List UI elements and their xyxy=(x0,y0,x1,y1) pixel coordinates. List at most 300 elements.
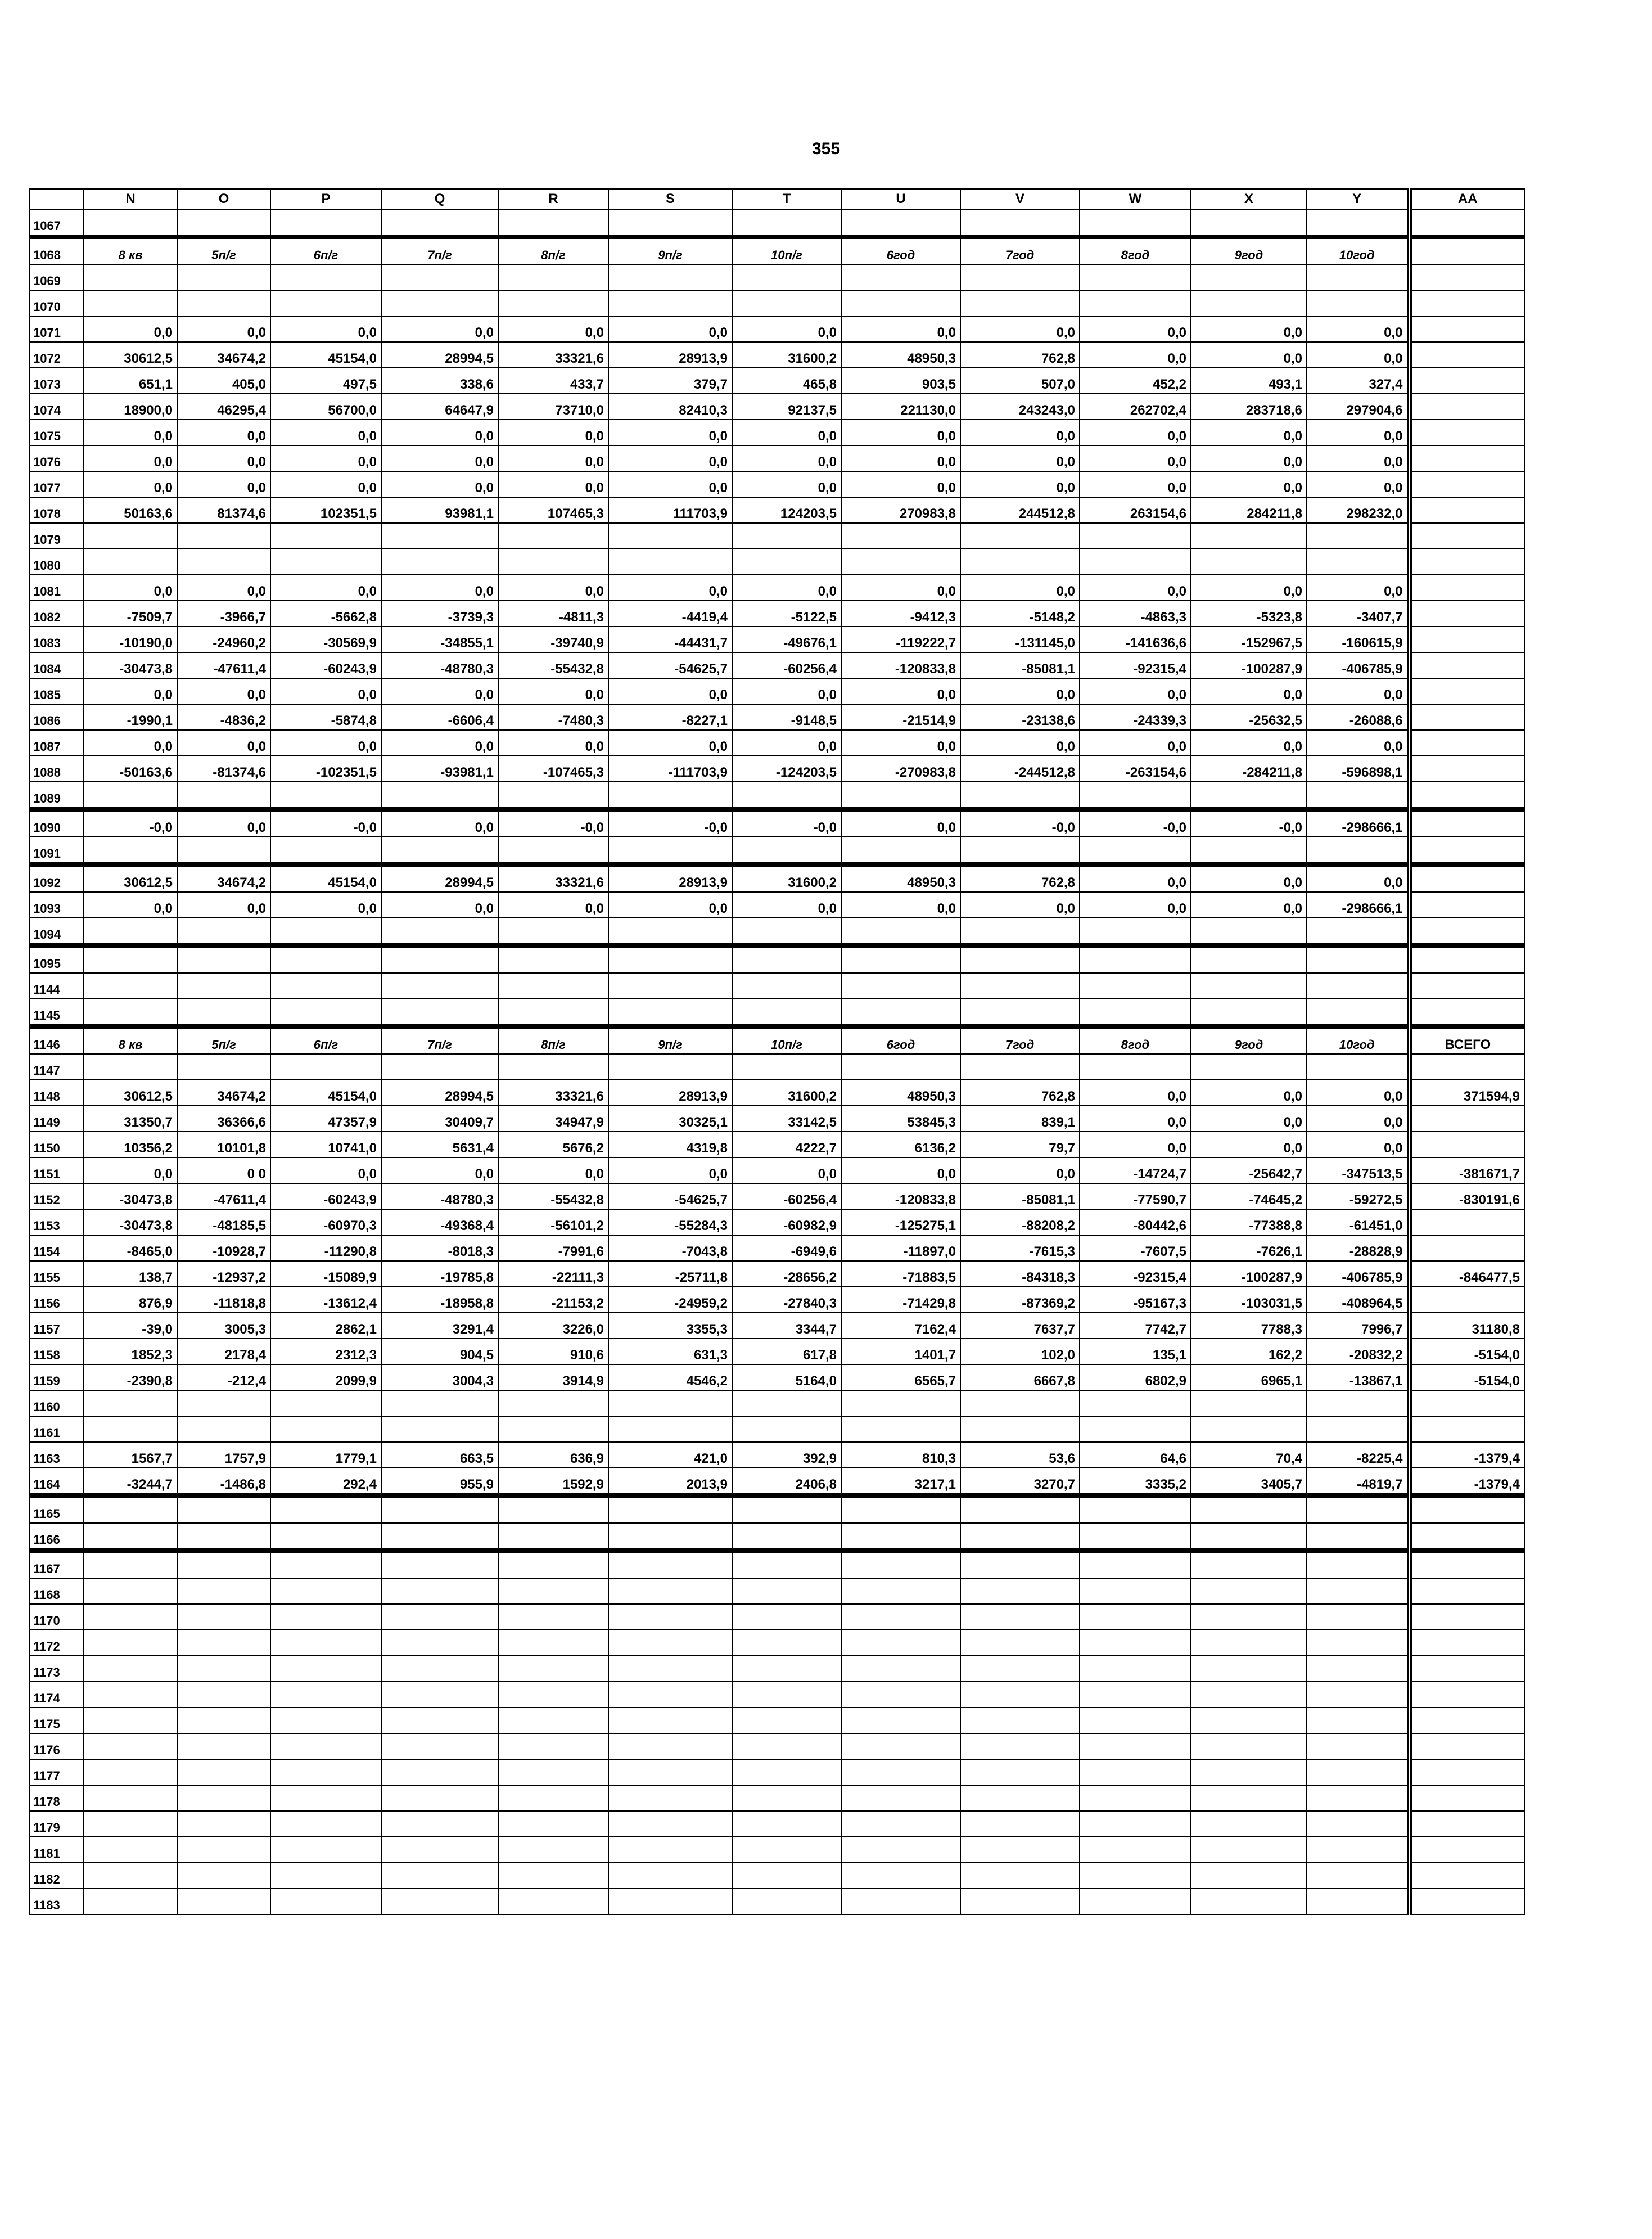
table-cell xyxy=(1307,1889,1409,1914)
table-cell: 46295,4 xyxy=(177,394,270,420)
table-cell xyxy=(1191,209,1307,237)
table-cell: 1757,9 xyxy=(177,1442,270,1468)
table-cell: 0,0 xyxy=(177,678,270,704)
table-cell xyxy=(498,1656,608,1682)
table-cell: 28913,9 xyxy=(608,342,732,368)
row-number: 1084 xyxy=(30,652,84,678)
table-cell: 0,0 xyxy=(841,809,960,837)
table-cell xyxy=(381,264,498,290)
table-cell xyxy=(270,1054,381,1080)
table-cell xyxy=(608,1390,732,1416)
table-cell xyxy=(270,549,381,575)
table-cell xyxy=(270,1630,381,1656)
table-cell xyxy=(84,1759,177,1785)
table-cell: 3217,1 xyxy=(841,1468,960,1495)
table-row xyxy=(30,652,1524,678)
table-cell xyxy=(960,1656,1080,1682)
column-header: W xyxy=(1080,189,1191,209)
table-cell: -1990,1 xyxy=(84,704,177,730)
table-cell: -160615,9 xyxy=(1307,627,1409,652)
table-cell xyxy=(608,945,732,973)
table-cell: -102351,5 xyxy=(270,756,381,782)
row-number: 1175 xyxy=(30,1708,84,1733)
table-cell: 0,0 xyxy=(732,1157,841,1183)
table-cell: 79,7 xyxy=(960,1132,1080,1157)
table-cell: -34855,1 xyxy=(381,627,498,652)
table-cell xyxy=(498,1889,608,1914)
table-cell xyxy=(960,1630,1080,1656)
table-cell: 663,5 xyxy=(381,1442,498,1468)
table-cell: 45154,0 xyxy=(270,1080,381,1106)
table-cell xyxy=(270,945,381,973)
table-cell xyxy=(381,1733,498,1759)
table-cell xyxy=(732,973,841,999)
table-cell xyxy=(1191,264,1307,290)
table-cell xyxy=(381,1682,498,1708)
table-cell xyxy=(608,837,732,864)
table-cell: 0,0 xyxy=(960,420,1080,445)
table-cell xyxy=(381,837,498,864)
table-cell xyxy=(498,1811,608,1837)
table-cell xyxy=(1409,523,1524,549)
table-cell xyxy=(732,1785,841,1811)
table-cell: 0,0 xyxy=(608,316,732,342)
table-cell xyxy=(841,1733,960,1759)
table-cell xyxy=(84,1785,177,1811)
table-cell: -5662,8 xyxy=(270,601,381,627)
row-number: 1164 xyxy=(30,1468,84,1495)
table-cell xyxy=(498,1759,608,1785)
table-cell xyxy=(1409,1863,1524,1889)
table-cell: -244512,8 xyxy=(960,756,1080,782)
table-cell: -23138,6 xyxy=(960,704,1080,730)
table-cell: -3244,7 xyxy=(84,1468,177,1495)
table-cell: -8018,3 xyxy=(381,1235,498,1261)
table-cell xyxy=(732,1863,841,1889)
table-cell xyxy=(381,1054,498,1080)
table-cell: 111703,9 xyxy=(608,497,732,523)
row-number: 1095 xyxy=(30,945,84,973)
table-row xyxy=(30,368,1524,394)
table-cell: 45154,0 xyxy=(270,864,381,892)
table-cell xyxy=(177,1811,270,1837)
table-cell xyxy=(270,1863,381,1889)
table-cell: -5874,8 xyxy=(270,704,381,730)
table-cell: -103031,5 xyxy=(1191,1287,1307,1313)
table-cell: 839,1 xyxy=(960,1106,1080,1132)
table-cell: -60982,9 xyxy=(732,1209,841,1235)
row-number: 1159 xyxy=(30,1364,84,1390)
table-cell: -25711,8 xyxy=(608,1261,732,1287)
table-cell: -5323,8 xyxy=(1191,601,1307,627)
table-cell xyxy=(1409,1733,1524,1759)
table-cell: 379,7 xyxy=(608,368,732,394)
table-cell: 0,0 xyxy=(732,445,841,471)
table-cell xyxy=(381,1656,498,1682)
table-row xyxy=(30,471,1524,497)
table-cell xyxy=(498,1682,608,1708)
table-cell xyxy=(1191,1759,1307,1785)
table-cell: 7742,7 xyxy=(1080,1313,1191,1339)
column-header: U xyxy=(841,189,960,209)
table-cell: 53845,3 xyxy=(841,1106,960,1132)
table-cell xyxy=(84,1733,177,1759)
table-cell xyxy=(1409,575,1524,601)
table-row xyxy=(30,237,1524,264)
table-cell xyxy=(960,523,1080,549)
table-cell xyxy=(84,782,177,809)
table-cell: -18958,8 xyxy=(381,1287,498,1313)
table-cell xyxy=(841,1837,960,1863)
table-cell: 0,0 xyxy=(1191,678,1307,704)
table-cell xyxy=(1080,1578,1191,1604)
table-cell xyxy=(960,264,1080,290)
table-cell xyxy=(381,1416,498,1442)
table-cell: -1486,8 xyxy=(177,1468,270,1495)
table-cell xyxy=(1307,209,1409,237)
table-cell: 244512,8 xyxy=(960,497,1080,523)
table-row xyxy=(30,1708,1524,1733)
table-cell xyxy=(1307,1656,1409,1682)
table-cell xyxy=(84,549,177,575)
table-cell xyxy=(1409,837,1524,864)
table-cell: 0,0 xyxy=(841,892,960,918)
table-cell: 0,0 xyxy=(608,471,732,497)
table-cell xyxy=(84,1837,177,1863)
table-cell xyxy=(732,1630,841,1656)
table-cell: 8п/г xyxy=(498,1026,608,1054)
row-number: 1161 xyxy=(30,1416,84,1442)
table-cell: -7043,8 xyxy=(608,1235,732,1261)
table-cell: 0,0 xyxy=(270,575,381,601)
table-cell: 762,8 xyxy=(960,342,1080,368)
table-cell xyxy=(1409,368,1524,394)
row-number: 1093 xyxy=(30,892,84,918)
table-cell: 433,7 xyxy=(498,368,608,394)
table-cell xyxy=(270,1785,381,1811)
table-cell: 107465,3 xyxy=(498,497,608,523)
table-cell xyxy=(1080,1416,1191,1442)
row-number: 1145 xyxy=(30,999,84,1026)
table-cell xyxy=(177,999,270,1026)
table-cell: 5631,4 xyxy=(381,1132,498,1157)
table-cell: -49368,4 xyxy=(381,1209,498,1235)
table-cell xyxy=(1409,264,1524,290)
table-cell xyxy=(1191,1604,1307,1630)
table-cell xyxy=(732,1495,841,1523)
table-cell: -55284,3 xyxy=(608,1209,732,1235)
table-cell: 0,0 xyxy=(608,445,732,471)
table-cell: -10928,7 xyxy=(177,1235,270,1261)
table-cell: 2013,9 xyxy=(608,1468,732,1495)
table-cell: 0,0 xyxy=(84,316,177,342)
row-number: 1179 xyxy=(30,1811,84,1837)
table-row xyxy=(30,1157,1524,1183)
table-cell xyxy=(84,523,177,549)
table-cell: 0,0 xyxy=(1191,445,1307,471)
table-cell xyxy=(1409,652,1524,678)
table-cell xyxy=(84,1416,177,1442)
table-cell xyxy=(1409,1785,1524,1811)
table-cell: -7480,3 xyxy=(498,704,608,730)
table-cell: 876,9 xyxy=(84,1287,177,1313)
table-cell: 48950,3 xyxy=(841,864,960,892)
table-cell: 371594,9 xyxy=(1409,1080,1524,1106)
table-cell: 10год xyxy=(1307,1026,1409,1054)
table-cell xyxy=(960,1682,1080,1708)
table-cell xyxy=(608,1889,732,1914)
table-cell xyxy=(841,973,960,999)
table-cell xyxy=(84,973,177,999)
table-cell: -22111,3 xyxy=(498,1261,608,1287)
table-cell: 0,0 xyxy=(381,471,498,497)
table-cell: -54625,7 xyxy=(608,1183,732,1209)
table-cell: -830191,6 xyxy=(1409,1183,1524,1209)
table-cell: 7год xyxy=(960,237,1080,264)
table-cell: 8год xyxy=(1080,237,1191,264)
table-cell xyxy=(1409,342,1524,368)
table-cell: 0,0 xyxy=(498,471,608,497)
table-cell: 6год xyxy=(841,1026,960,1054)
table-cell: 81374,6 xyxy=(177,497,270,523)
table-cell xyxy=(608,1630,732,1656)
table-cell: -100287,9 xyxy=(1191,652,1307,678)
table-cell: 0,0 xyxy=(1080,316,1191,342)
table-cell xyxy=(960,1889,1080,1914)
table-cell xyxy=(177,523,270,549)
table-cell xyxy=(177,1551,270,1578)
table-cell: 56700,0 xyxy=(270,394,381,420)
table-row xyxy=(30,445,1524,471)
table-cell xyxy=(960,1811,1080,1837)
table-cell xyxy=(1409,1656,1524,1682)
table-cell xyxy=(270,837,381,864)
table-cell xyxy=(1409,809,1524,837)
table-cell: 0,0 xyxy=(1191,1106,1307,1132)
table-cell: 33321,6 xyxy=(498,864,608,892)
table-cell: 0,0 xyxy=(270,316,381,342)
table-cell xyxy=(841,1759,960,1785)
table-row xyxy=(30,575,1524,601)
table-cell: 0,0 xyxy=(498,575,608,601)
table-cell xyxy=(177,1785,270,1811)
table-cell: -111703,9 xyxy=(608,756,732,782)
table-cell: 270983,8 xyxy=(841,497,960,523)
table-cell xyxy=(1191,1785,1307,1811)
table-cell xyxy=(177,1656,270,1682)
table-cell xyxy=(1191,523,1307,549)
table-cell xyxy=(960,1863,1080,1889)
table-cell xyxy=(270,290,381,316)
row-number: 1183 xyxy=(30,1889,84,1914)
table-cell: 36366,6 xyxy=(177,1106,270,1132)
table-cell: 3004,3 xyxy=(381,1364,498,1390)
table-cell: 392,9 xyxy=(732,1442,841,1468)
table-cell xyxy=(270,1837,381,1863)
table-cell xyxy=(1191,1390,1307,1416)
table-cell: 7п/г xyxy=(381,1026,498,1054)
table-cell xyxy=(1191,290,1307,316)
table-cell: -60256,4 xyxy=(732,652,841,678)
table-cell xyxy=(84,290,177,316)
table-row xyxy=(30,756,1524,782)
table-cell: 34674,2 xyxy=(177,342,270,368)
table-cell: 34674,2 xyxy=(177,1080,270,1106)
table-cell xyxy=(1409,497,1524,523)
table-cell xyxy=(732,1759,841,1785)
table-cell xyxy=(1409,756,1524,782)
table-cell xyxy=(270,1523,381,1551)
table-row xyxy=(30,1578,1524,1604)
table-cell xyxy=(84,918,177,945)
table-cell: 31600,2 xyxy=(732,864,841,892)
table-cell: -13612,4 xyxy=(270,1287,381,1313)
table-cell: -381671,7 xyxy=(1409,1157,1524,1183)
table-cell: ВСЕГО xyxy=(1409,1026,1524,1054)
table-cell xyxy=(1080,1837,1191,1863)
table-cell xyxy=(960,1733,1080,1759)
table-cell: -26088,6 xyxy=(1307,704,1409,730)
table-cell xyxy=(960,1578,1080,1604)
table-cell: 0,0 xyxy=(732,892,841,918)
table-cell: 0,0 xyxy=(270,892,381,918)
table-cell: 9п/г xyxy=(608,237,732,264)
row-number: 1167 xyxy=(30,1551,84,1578)
table-cell: -5154,0 xyxy=(1409,1364,1524,1390)
table-cell xyxy=(1080,523,1191,549)
table-cell: -212,4 xyxy=(177,1364,270,1390)
table-cell xyxy=(498,1785,608,1811)
table-cell: 0,0 xyxy=(960,575,1080,601)
table-cell: -60243,9 xyxy=(270,1183,381,1209)
table-cell xyxy=(608,290,732,316)
table-cell xyxy=(1409,601,1524,627)
table-cell: 2178,4 xyxy=(177,1339,270,1364)
table-cell: 28994,5 xyxy=(381,864,498,892)
table-cell: 0,0 xyxy=(1307,1106,1409,1132)
table-cell xyxy=(1080,1054,1191,1080)
table-cell xyxy=(270,1733,381,1759)
table-cell: 421,0 xyxy=(608,1442,732,1468)
row-number: 1160 xyxy=(30,1390,84,1416)
table-cell: -71883,5 xyxy=(841,1261,960,1287)
table-cell xyxy=(1080,1523,1191,1551)
table-cell: -0,0 xyxy=(270,809,381,837)
table-cell: -92315,4 xyxy=(1080,1261,1191,1287)
table-cell xyxy=(177,973,270,999)
table-cell: 64,6 xyxy=(1080,1442,1191,1468)
table-row xyxy=(30,549,1524,575)
table-cell: -124203,5 xyxy=(732,756,841,782)
table-cell: -21514,9 xyxy=(841,704,960,730)
table-cell xyxy=(381,549,498,575)
table-cell xyxy=(1409,1106,1524,1132)
table-cell: 10п/г xyxy=(732,237,841,264)
table-cell: 221130,0 xyxy=(841,394,960,420)
column-header: P xyxy=(270,189,381,209)
table-row xyxy=(30,999,1524,1026)
table-cell: 0,0 xyxy=(1307,316,1409,342)
table-cell xyxy=(177,1759,270,1785)
table-row xyxy=(30,837,1524,864)
table-cell: 50163,6 xyxy=(84,497,177,523)
table-cell: 0,0 xyxy=(1080,445,1191,471)
table-cell: 10741,0 xyxy=(270,1132,381,1157)
table-cell xyxy=(381,290,498,316)
table-cell: -77388,8 xyxy=(1191,1209,1307,1235)
table-cell xyxy=(841,945,960,973)
table-cell xyxy=(732,290,841,316)
table-cell: -8225,4 xyxy=(1307,1442,1409,1468)
table-cell: 0,0 xyxy=(841,471,960,497)
table-cell: 0,0 xyxy=(608,575,732,601)
table-cell: 45154,0 xyxy=(270,342,381,368)
table-cell: 903,5 xyxy=(841,368,960,394)
table-cell: -846477,5 xyxy=(1409,1261,1524,1287)
table-cell xyxy=(1409,1682,1524,1708)
table-cell: -11818,8 xyxy=(177,1287,270,1313)
row-number: 1146 xyxy=(30,1026,84,1054)
table-cell xyxy=(498,209,608,237)
table-cell: -30569,9 xyxy=(270,627,381,652)
table-cell xyxy=(608,1759,732,1785)
table-cell: 3005,3 xyxy=(177,1313,270,1339)
table-cell: 0,0 xyxy=(732,730,841,756)
table-row xyxy=(30,782,1524,809)
column-header: T xyxy=(732,189,841,209)
table-cell: -19785,8 xyxy=(381,1261,498,1287)
table-cell xyxy=(1307,1054,1409,1080)
table-cell xyxy=(841,1656,960,1682)
table-cell xyxy=(732,1656,841,1682)
table-cell: 53,6 xyxy=(960,1442,1080,1468)
table-cell: 0,0 xyxy=(1191,1080,1307,1106)
row-number: 1168 xyxy=(30,1578,84,1604)
table-cell xyxy=(732,1416,841,1442)
table-cell xyxy=(841,1495,960,1523)
table-cell xyxy=(1080,1656,1191,1682)
table-cell: 0,0 xyxy=(1080,678,1191,704)
table-cell xyxy=(1307,290,1409,316)
table-cell: 9п/г xyxy=(608,1026,732,1054)
table-cell: 405,0 xyxy=(177,368,270,394)
table-cell: 327,4 xyxy=(1307,368,1409,394)
table-cell xyxy=(1307,523,1409,549)
table-cell: 30409,7 xyxy=(381,1106,498,1132)
table-cell: -60970,3 xyxy=(270,1209,381,1235)
table-cell: 6год xyxy=(841,237,960,264)
table-cell: 0,0 xyxy=(498,730,608,756)
table-cell: 0,0 xyxy=(1307,1132,1409,1157)
table-cell xyxy=(1409,1708,1524,1733)
table-cell: 0,0 xyxy=(1080,575,1191,601)
table-row xyxy=(30,1604,1524,1630)
table-cell xyxy=(1409,445,1524,471)
table-cell: -88208,2 xyxy=(960,1209,1080,1235)
table-cell: -44431,7 xyxy=(608,627,732,652)
table-cell xyxy=(1307,837,1409,864)
table-cell: 0,0 xyxy=(177,471,270,497)
table-cell: -47611,4 xyxy=(177,652,270,678)
table-row xyxy=(30,973,1524,999)
table-cell: -0,0 xyxy=(1080,809,1191,837)
table-cell: 0,0 xyxy=(381,445,498,471)
table-cell: 0,0 xyxy=(84,1157,177,1183)
table-row xyxy=(30,918,1524,945)
table-cell: 0,0 xyxy=(498,892,608,918)
table-cell xyxy=(270,209,381,237)
column-header: N xyxy=(84,189,177,209)
